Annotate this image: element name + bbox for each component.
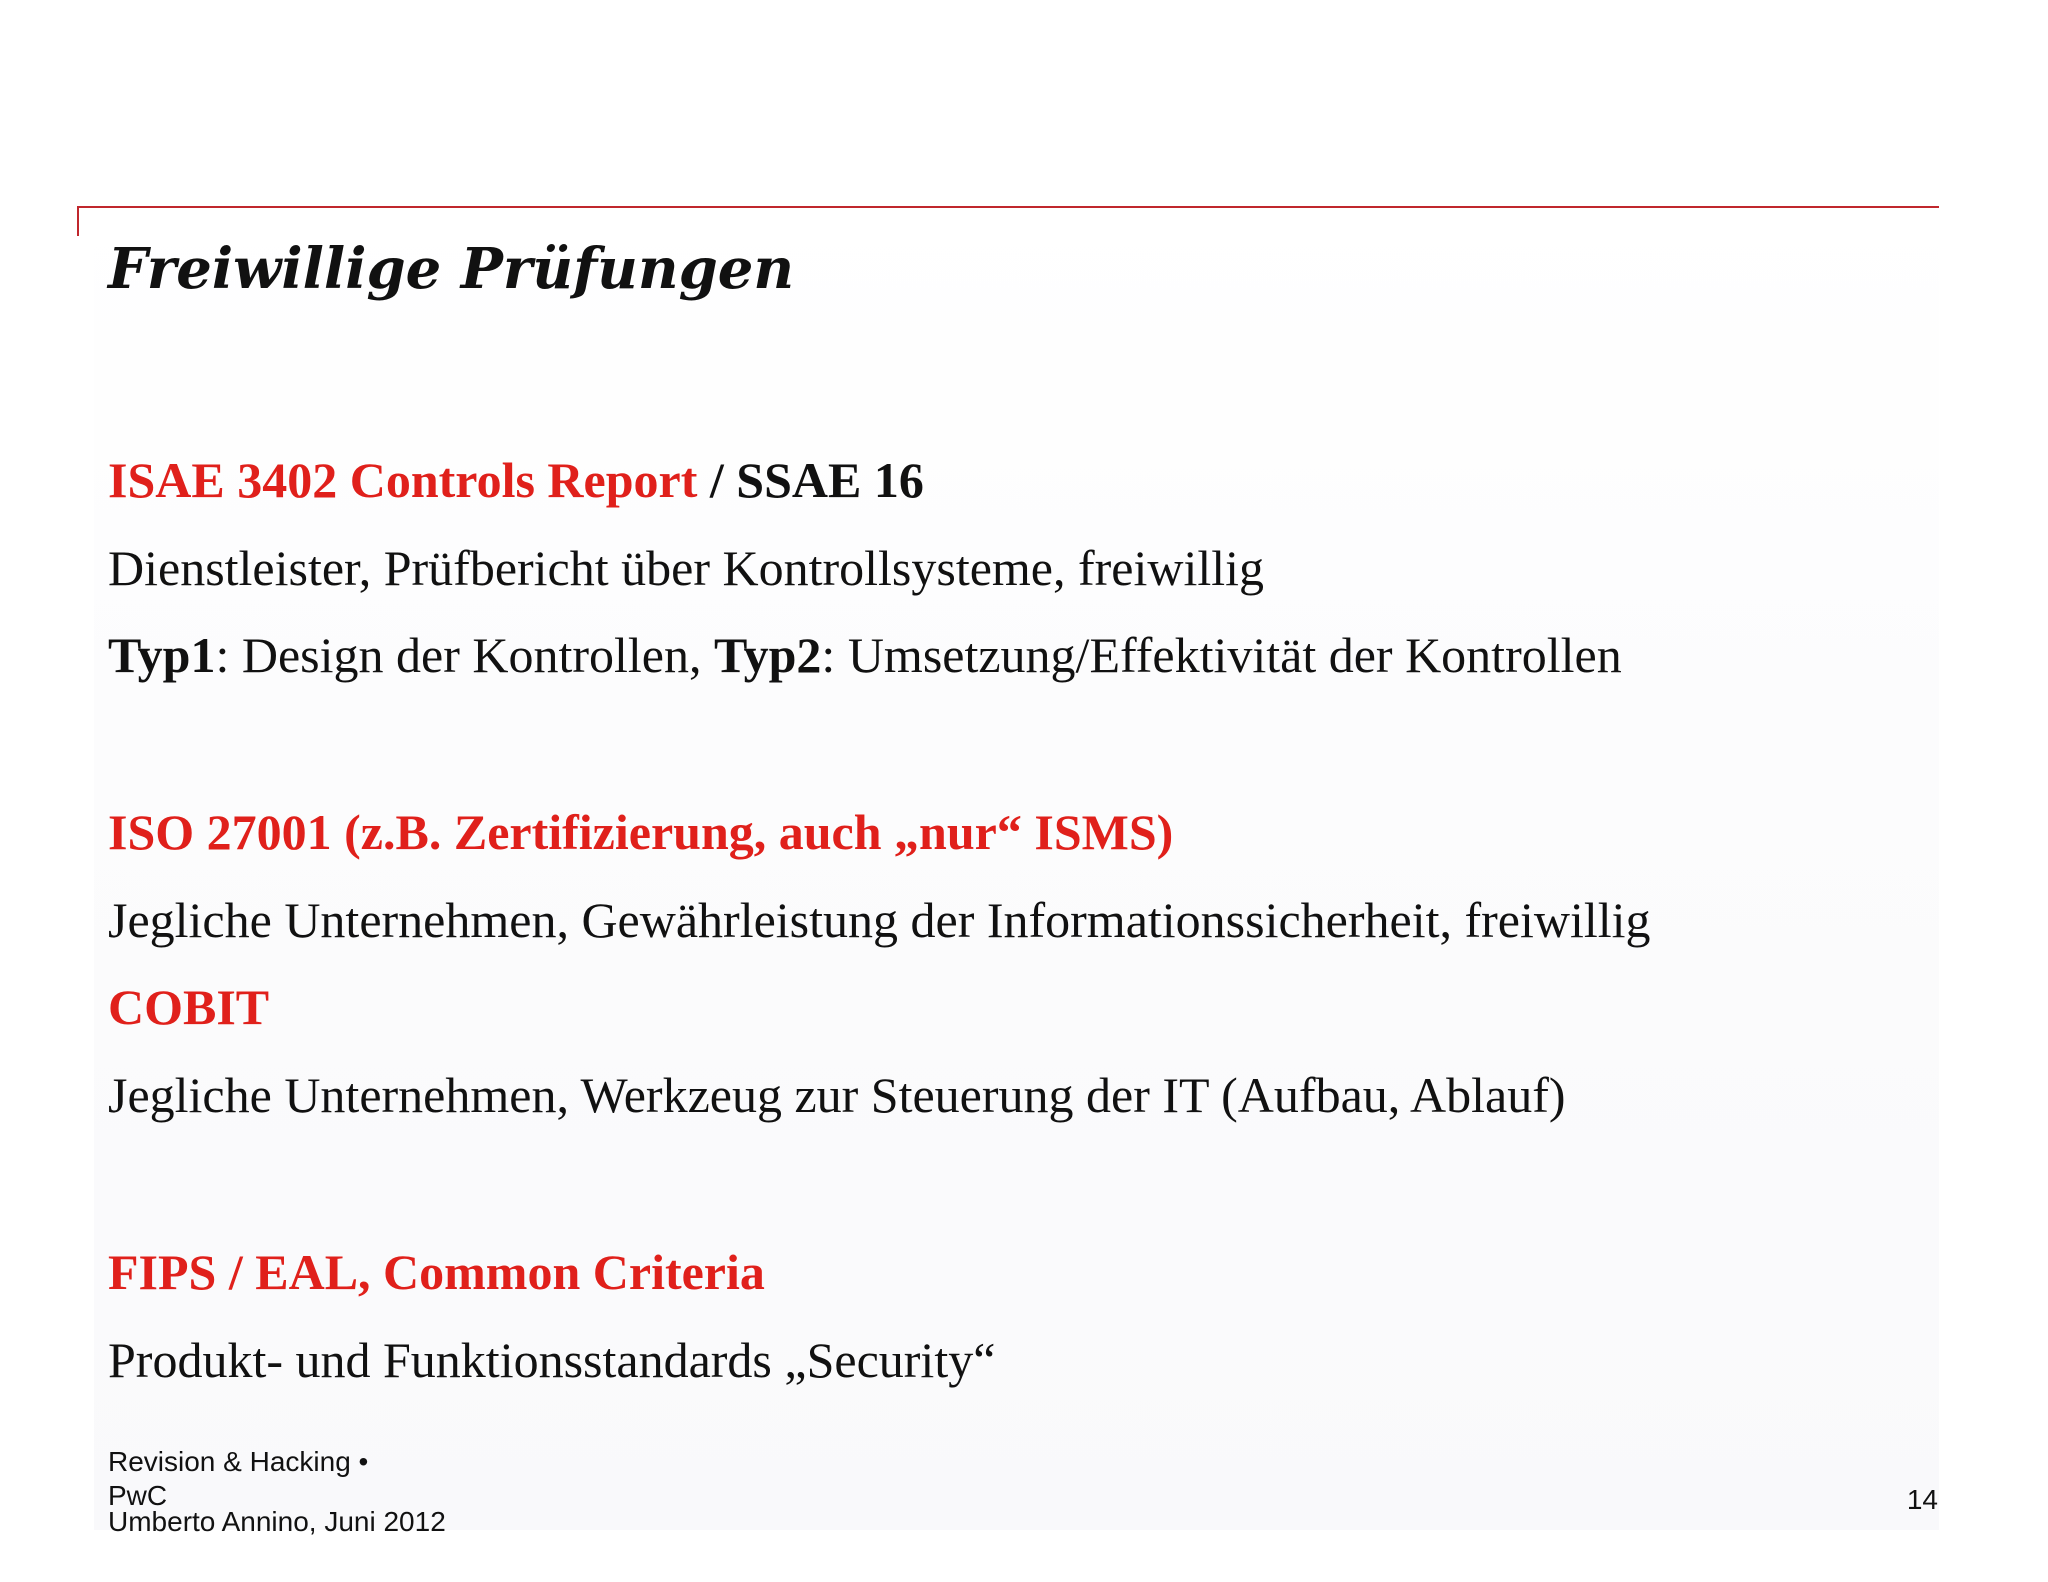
iso-heading: ISO 27001 (z.B. Zertifizierung, auch „nur“ ISMS): [108, 804, 1174, 860]
typ1-label: Typ1: [108, 627, 216, 683]
footer-author-date: Umberto Annino, Juni 2012: [108, 1506, 446, 1537]
fips-description: Produkt- und Funktionsstandards „Security“: [108, 1332, 996, 1388]
typ1-text: : Design der Kontrollen,: [215, 627, 714, 683]
isae-description: Dienstleister, Prüfbericht über Kontrollsysteme, freiwillig: [108, 540, 1265, 596]
typ2-label: Typ2: [713, 627, 822, 683]
slide-title: Freiwillige Prüfungen: [108, 236, 795, 302]
footer-title: Revision & Hacking •: [108, 1446, 369, 1477]
isae-heading-red: ISAE 3402 Controls Report: [108, 452, 698, 508]
slide-background: [94, 200, 1939, 1530]
isae-heading-separator: /: [697, 452, 737, 508]
iso-description: Jegliche Unternehmen, Gewährleistung der Informationssicherheit, freiwillig: [108, 892, 1651, 948]
cobit-description: Jegliche Unternehmen, Werkzeug zur Steuerung der IT (Aufbau, Ablauf): [108, 1067, 1566, 1123]
fips-heading: FIPS / EAL, Common Criteria: [108, 1244, 765, 1300]
isae-heading-black: SSAE 16: [736, 452, 924, 508]
cobit-heading: COBIT: [108, 979, 270, 1035]
typ2-text: : Umsetzung/Effektivität der Kontrollen: [821, 627, 1622, 683]
isae-types: [108, 627, 1622, 685]
footer-company: PwC: [108, 1480, 168, 1511]
isae-heading: [108, 452, 924, 510]
title-rule-corner: [77, 206, 79, 236]
page-number: 14: [1906, 1484, 1938, 1515]
title-rule: [77, 206, 1939, 208]
